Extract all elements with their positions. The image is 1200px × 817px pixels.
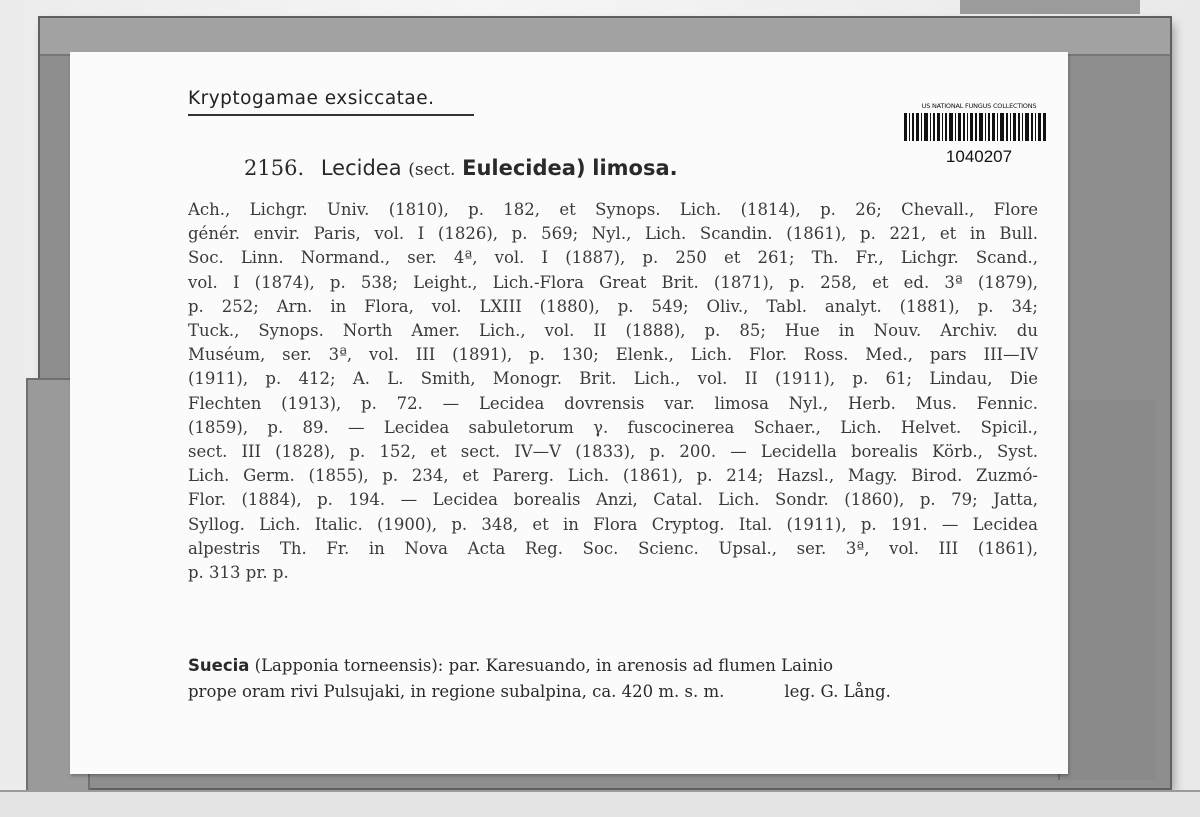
- synonymy-line: Lich. Germ. (1855), p. 234, et Parerg. Lich. (1861), p. 214; Hazsl., Magy. Birod. Zuzmó-: [188, 466, 1038, 486]
- section-prefix: (sect.: [408, 160, 456, 180]
- synonymy-line: vol. I (1874), p. 538; Leight., Lich.-Flora Great Brit. (1871), p. 258, et ed. 3ª (1879),: [188, 272, 1038, 292]
- barcode-number: 1040207: [945, 147, 1013, 166]
- country-name: Suecia: [188, 656, 250, 675]
- synonymy-line-last: p. 313 pr. p.: [188, 563, 289, 583]
- collection-header: Kryptogamae exsiccatae.: [188, 88, 435, 109]
- synonymy-line: (1859), p. 89. — Lecidea sabuletorum γ. fuscocinerea Schaer., Lich. Helvet. Spicil.,: [188, 417, 1038, 437]
- locality-detail: (Lapponia torneensis): par. Karesuando, in arenosis ad flumen Lainio: [249, 656, 834, 675]
- locality-block: [188, 653, 1038, 705]
- sheet-bottom-edge: [0, 790, 1200, 817]
- synonymy-line: Ach., Lichgr. Univ. (1810), p. 182, et Synops. Lich. (1814), p. 26; Chevall., Flore: [188, 200, 1038, 219]
- barcode-sticker: [904, 102, 1054, 172]
- synonymy-line: Tuck., Synops. North Amer. Lich., vol. II (1888), p. 85; Hue in Nouv. Archiv. du: [188, 321, 1038, 341]
- header-underline: [188, 114, 474, 116]
- barcode-icon: [904, 113, 1046, 141]
- synonymy-line: Muséum, ser. 3ª, vol. III (1891), p. 130; Elenk., Lich. Flor. Ross. Med., pars III—IV: [188, 345, 1038, 365]
- synonymy-line: Flor. (1884), p. 194. — Lecidea borealis Anzi, Catal. Lich. Sondr. (1860), p. 79; Jatta,: [188, 490, 1038, 510]
- barcode-caption: US NATIONAL FUNGUS COLLECTIONS: [921, 102, 1037, 110]
- genus-name: Lecidea: [320, 156, 402, 180]
- packet-top-flap: [40, 18, 1170, 56]
- collector: leg. G. Lång.: [784, 682, 891, 701]
- synonymy-line: Soc. Linn. Normand., ser. 4ª, vol. I (1887), p. 250 et 261; Th. Fr., Lichgr. Scand.,: [188, 248, 1038, 268]
- locality-line-2: [188, 679, 1038, 705]
- synonymy-line: Syllog. Lich. Italic. (1900), p. 348, et in Flora Cryptog. Ital. (1911), p. 191. — Lecidea: [188, 514, 1038, 534]
- synonymy-line: p. 252; Arn. in Flora, vol. LXIII (1880), p. 549; Oliv., Tabl. analyt. (1881), p. 34;: [188, 296, 1038, 316]
- synonymy-block: [188, 198, 1038, 585]
- specimen-label: [70, 52, 1068, 774]
- synonymy-line: génér. envir. Paris, vol. I (1826), p. 569; Nyl., Lich. Scandin. (1861), p. 221, et in Bull.: [188, 224, 1038, 244]
- locality-habitat: prope oram rivi Pulsujaki, in regione subalpina, ca. 420 m. s. m.: [188, 682, 725, 701]
- packet-right-flap: [1058, 400, 1156, 780]
- locality-line-1: [188, 653, 1038, 679]
- exsiccata-number: 2156.: [244, 156, 305, 180]
- top-paper-strip: [960, 0, 1140, 14]
- species-title: [244, 156, 678, 180]
- synonymy-line: sect. III (1828), p. 152, et sect. IV—V (1833), p. 200. — Lecidella borealis Körb., Syst.: [188, 442, 1038, 462]
- synonymy-line: alpestris Th. Fr. in Nova Acta Reg. Soc. Scienc. Upsal., ser. 3ª, vol. III (1861),: [188, 538, 1038, 558]
- synonymy-line: Flechten (1913), p. 72. — Lecidea dovrensis var. limosa Nyl., Herb. Mus. Fennic.: [188, 393, 1038, 413]
- synonymy-line: (1911), p. 412; A. L. Smith, Monogr. Brit. Lich., vol. II (1911), p. 61; Lindau, Die: [188, 369, 1038, 389]
- section-name: Eulecidea): [462, 156, 586, 180]
- species-epithet: limosa.: [592, 156, 678, 180]
